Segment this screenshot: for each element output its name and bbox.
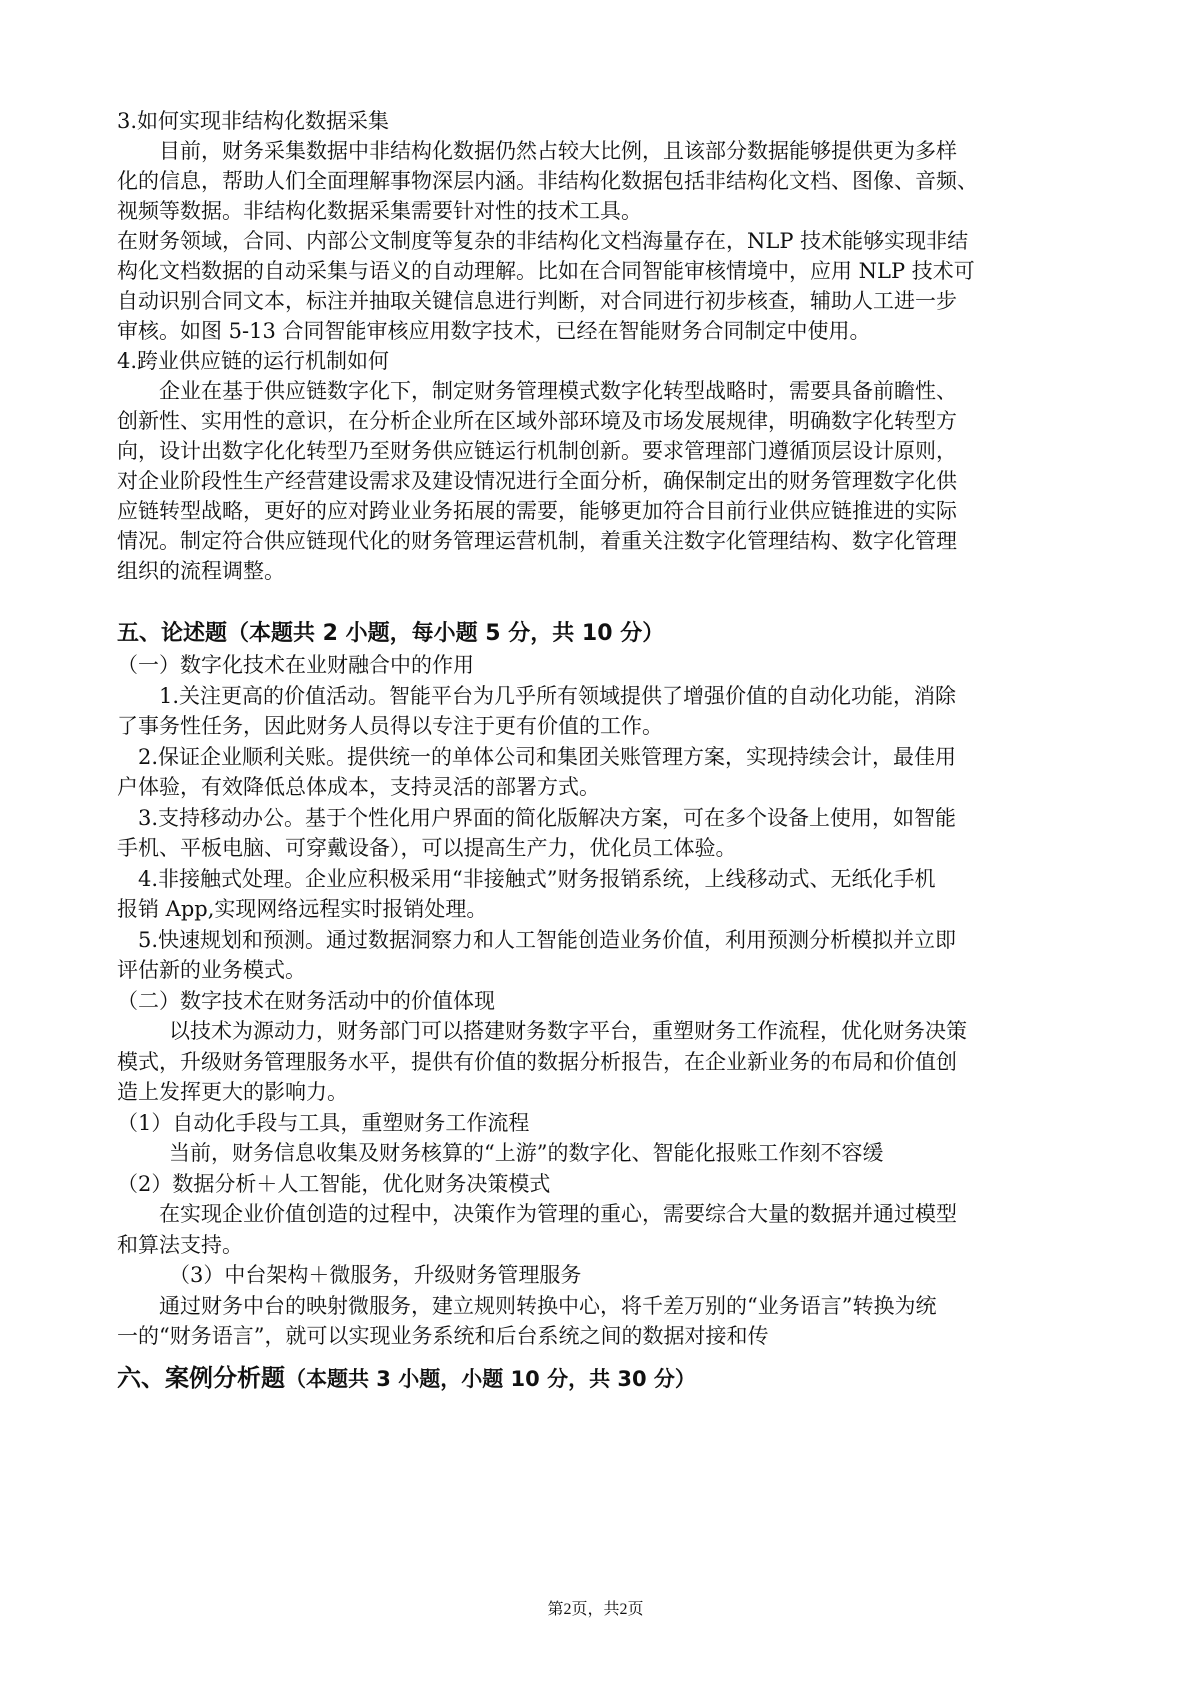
part3-line-7: 审核。如图 5-13 合同智能审核应用数字技术，已经在智能财务合同制定中使用。 [117, 319, 871, 343]
section5-sub1-heading: （一）数字化技术在业财融合中的作用 [117, 653, 474, 677]
section5-title [117, 619, 1077, 649]
part4-line-2: 创新性、实用性的意识，在分析企业所在区域外部环境及市场发展规律，明确数字化转型方 [117, 409, 957, 433]
part3-line-6: 自动识别合同文本，标注并抽取关键信息进行判断，对合同进行初步核查，辅助人工进一步 [117, 289, 957, 313]
section5-sub2-line-11: 一的“财务语言”，就可以实现业务系统和后台系统之间的数据对接和传 [117, 1324, 769, 1348]
section5-sub2-line-9: （3）中台架构＋微服务，升级财务管理服务 [169, 1263, 582, 1287]
section5-sub2-line-6: （2）数据分析＋人工智能，优化财务决策模式 [117, 1172, 551, 1196]
section5-sub1-line-10: 评估新的业务模式。 [117, 958, 306, 982]
section5-title-detail: （本题共 2 小题，每小题 5 分，共 10 分） [227, 621, 665, 646]
section5-sub1-line-7: 4.非接触式处理。企业应积极采用“非接触式”财务报销系统，上线移动式、无纸化手机 [138, 867, 936, 891]
section5-sub1-line-6: 手机、平板电脑、可穿戴设备），可以提高生产力，优化员工体验。 [117, 836, 737, 860]
section5-sub2-line-5: 当前，财务信息收集及财务核算的“上游”的数字化、智能化报账工作刻不容缓 [169, 1141, 884, 1165]
section5-sub1-line-5: 3.支持移动办公。基于个性化用户界面的简化版解决方案，可在多个设备上使用，如智能 [138, 806, 957, 830]
part4-heading: 4.跨业供应链的运行机制如何 [117, 349, 390, 373]
part3-line-1: 目前，财务采集数据中非结构化数据仍然占较大比例，且该部分数据能够提供更为多样 [159, 139, 957, 163]
section5-sub2-line-4: （1）自动化手段与工具，重塑财务工作流程 [117, 1111, 530, 1135]
section5-sub2-line-2: 模式，升级财务管理服务水平，提供有价值的数据分析报告，在企业新业务的布局和价值创 [117, 1050, 957, 1074]
section6-title-main: 六、案例分析题 [117, 1364, 285, 1392]
section5-sub2-line-1: 以技术为源动力，财务部门可以搭建财务数字平台，重塑财务工作流程，优化财务决策 [169, 1019, 967, 1043]
section5-sub1-line-1: 1.关注更高的价值活动。智能平台为几乎所有领域提供了增强价值的自动化功能，消除 [159, 684, 957, 708]
part3-heading: 3.如何实现非结构化数据采集 [117, 109, 390, 133]
section5-sub1-line-4: 户体验，有效降低总体成本，支持灵活的部署方式。 [117, 775, 600, 799]
section5-title-main: 五、论述题 [117, 621, 228, 646]
part4-line-1: 企业在基于供应链数字化下，制定财务管理模式数字化转型战略时，需要具备前瞻性、 [159, 379, 957, 403]
page-footer: 第2页，共2页 [547, 1601, 644, 1618]
section5-sub1-line-8: 报销 App,实现网络远程实时报销处理。 [117, 897, 488, 921]
section5-sub2-line-10: 通过财务中台的映射微服务，建立规则转换中心，将千差万别的“业务语言”转换为统 [159, 1294, 937, 1318]
part4-line-5: 应链转型战略，更好的应对跨业业务拓展的需要，能够更加符合目前行业供应链推进的实际 [117, 499, 957, 523]
section5-sub1-line-2: 了事务性任务，因此财务人员得以专注于更有价值的工作。 [117, 714, 663, 738]
part3-line-3: 视频等数据。非结构化数据采集需要针对性的技术工具。 [117, 199, 642, 223]
part3-line-2: 化的信息，帮助人们全面理解事物深层内涵。非结构化数据包括非结构化文档、图像、音频、 [117, 169, 978, 193]
section5-sub2-heading: （二）数字技术在财务活动中的价值体现 [117, 989, 495, 1013]
part3-line-4: 在财务领域，合同、内部公文制度等复杂的非结构化文档海量存在，NLP 技术能够实现非结 [117, 229, 969, 253]
part3-line-5: 构化文档数据的自动采集与语义的自动理解。比如在合同智能审核情境中，应用 NLP 技术可 [117, 259, 975, 283]
section6-title-detail: （本题共 3 小题，小题 10 分，共 30 分） [285, 1367, 696, 1391]
section5-sub2-line-8: 和算法支持。 [117, 1233, 243, 1257]
section5-sub1-line-3: 2.保证企业顺利关账。提供统一的单体公司和集团关账管理方案，实现持续会计，最佳用 [138, 745, 957, 769]
section6-title [117, 1361, 1077, 1396]
section5-sub2-line-3: 造上发挥更大的影响力。 [117, 1080, 348, 1104]
part4-line-3: 向，设计出数字化化转型乃至财务供应链运行机制创新。要求管理部门遵循顶层设计原则， [117, 439, 957, 463]
part4-line-7: 组织的流程调整。 [117, 559, 285, 583]
part4-line-6: 情况。制定符合供应链现代化的财务管理运营机制，着重关注数字化管理结构、数字化管理 [117, 529, 957, 553]
section5-sub2-line-7: 在实现企业价值创造的过程中，决策作为管理的重心，需要综合大量的数据并通过模型 [159, 1202, 957, 1226]
section5-sub1-line-9: 5.快速规划和预测。通过数据洞察力和人工智能创造业务价值，利用预测分析模拟并立即 [138, 928, 957, 952]
part4-line-4: 对企业阶段性生产经营建设需求及建设情况进行全面分析，确保制定出的财务管理数字化供 [117, 469, 957, 493]
